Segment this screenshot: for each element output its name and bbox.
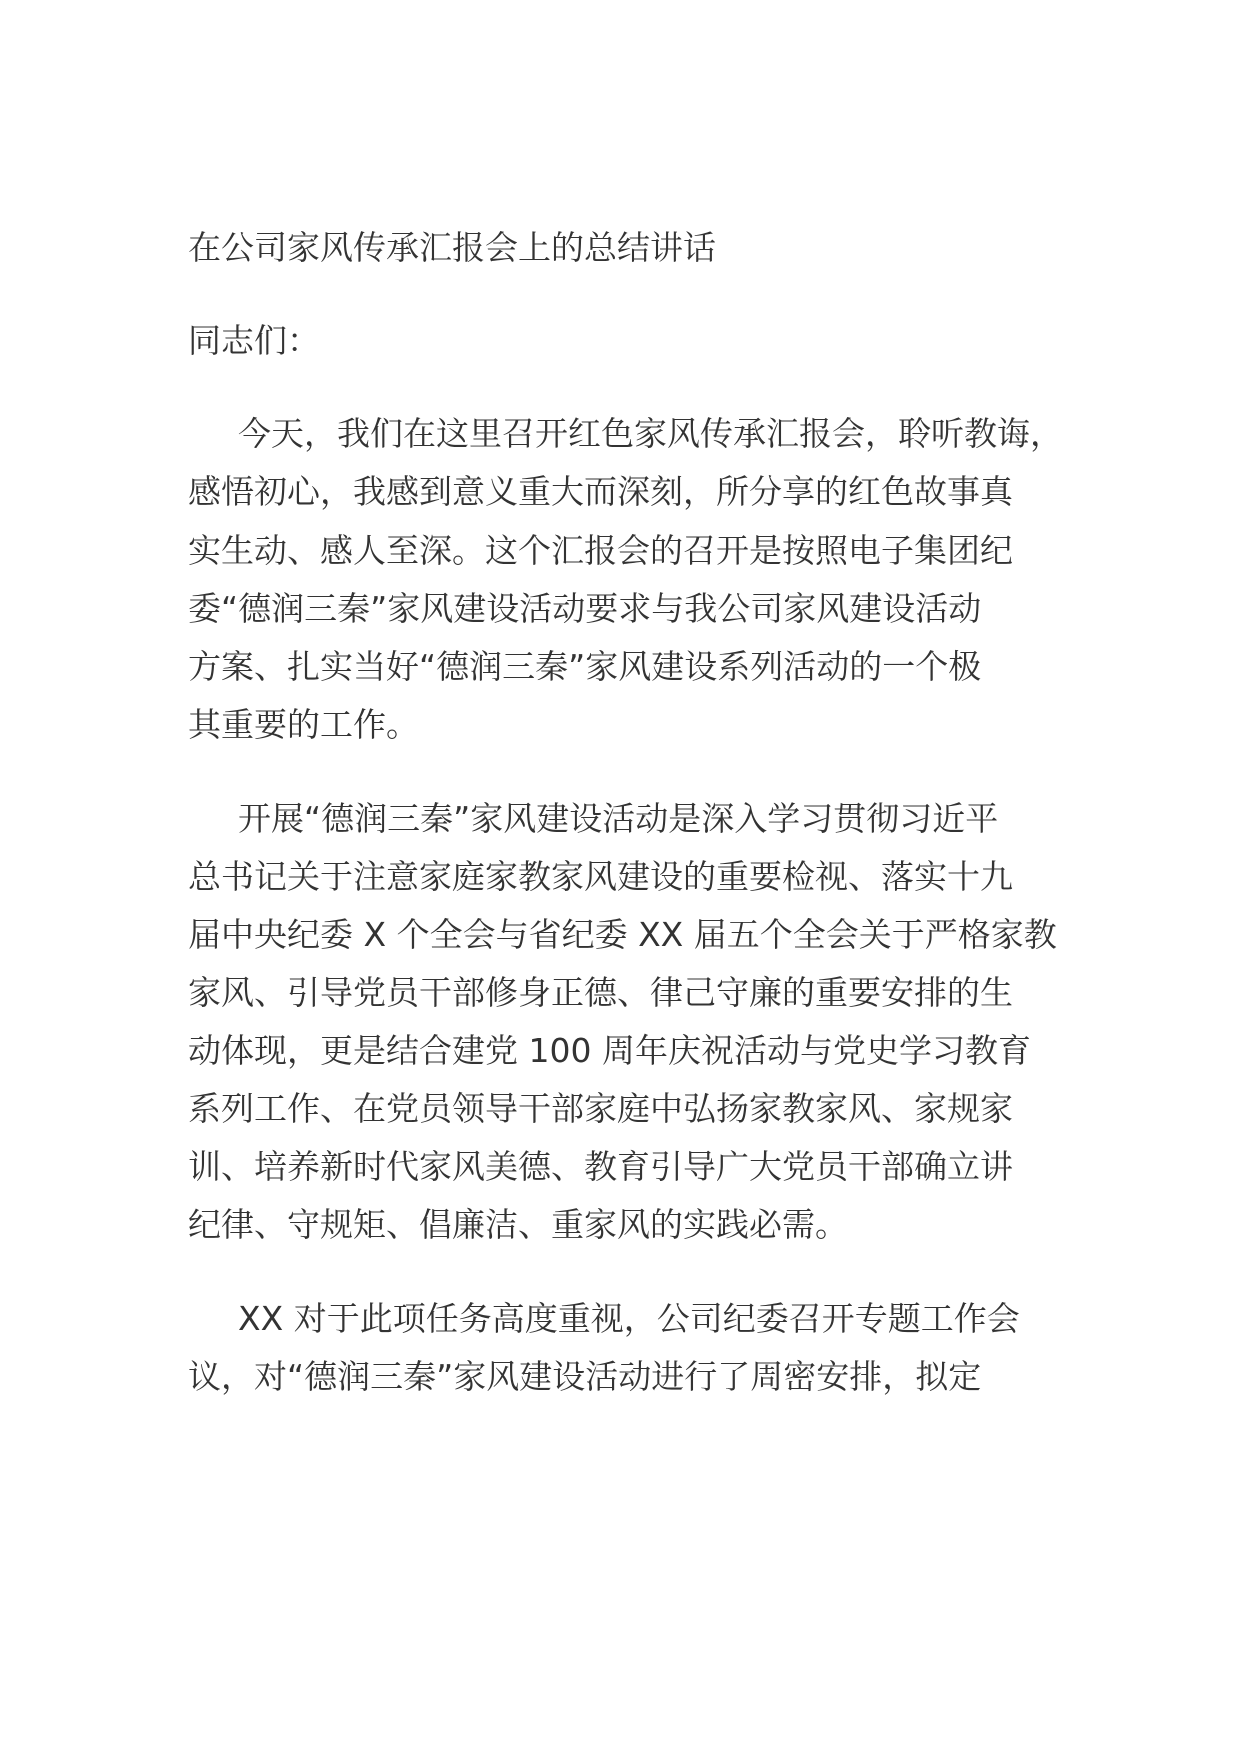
paragraph-line: 届中央纪委 X 个全会与省纪委 XX 届五个全会关于严格家教 bbox=[188, 915, 1057, 954]
paragraph-line: 系列工作、在党员领导干部家庭中弘扬家教家风、家规家 bbox=[188, 1089, 1013, 1128]
paragraph-line: 委“德润三秦”家风建设活动要求与我公司家风建设活动 bbox=[188, 589, 982, 628]
paragraph-line: 其重要的工作。 bbox=[188, 705, 419, 744]
paragraph-line: 今天，我们在这里召开红色家风传承汇报会，聆听教诲， bbox=[238, 414, 1063, 453]
paragraph-line: 动体现，更是结合建党 100 周年庆祝活动与党史学习教育 bbox=[188, 1031, 1031, 1070]
document-title: 在公司家风传承汇报会上的总结讲话 bbox=[188, 228, 716, 267]
paragraph-line: 训、培养新时代家风美德、教育引导广大党员干部确立讲 bbox=[188, 1147, 1013, 1186]
paragraph-line: 开展“德润三秦”家风建设活动是深入学习贯彻习近平 bbox=[238, 799, 999, 838]
paragraph-line: 感悟初心，我感到意义重大而深刻，所分享的红色故事真 bbox=[188, 472, 1013, 511]
paragraph-line: 家风、引导党员干部修身正德、律己守廉的重要安排的生 bbox=[188, 973, 1013, 1012]
paragraph-line: 纪律、守规矩、倡廉洁、重家风的实践必需。 bbox=[188, 1205, 848, 1244]
paragraph-line: 方案、扎实当好“德润三秦”家风建设系列活动的一个极 bbox=[188, 647, 982, 686]
paragraph-line: XX 对于此项任务高度重视，公司纪委召开专题工作会 bbox=[238, 1299, 1020, 1338]
paragraph-line: 实生动、感人至深。这个汇报会的召开是按照电子集团纪 bbox=[188, 531, 1013, 570]
paragraph-line: 总书记关于注意家庭家教家风建设的重要检视、落实十九 bbox=[188, 857, 1013, 896]
paragraph-line: 议，对“德润三秦”家风建设活动进行了周密安排，拟定 bbox=[188, 1357, 982, 1396]
salutation: 同志们： bbox=[188, 321, 320, 360]
